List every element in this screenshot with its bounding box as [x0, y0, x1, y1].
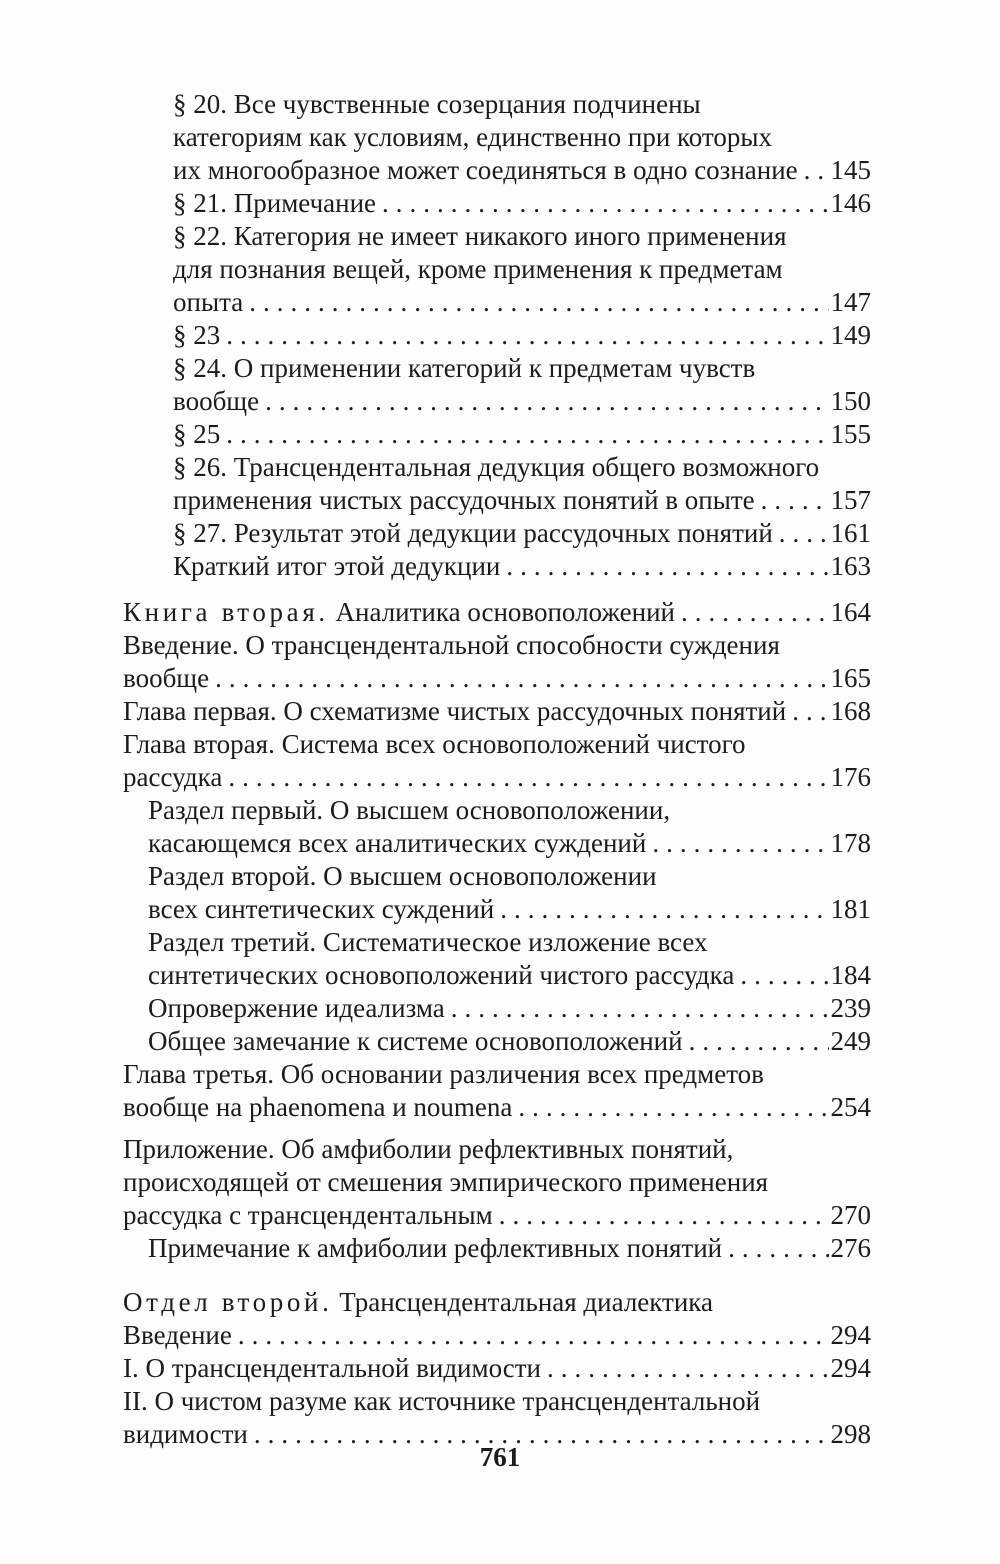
toc-entry-text: Раздел второй. О высшем основоположении	[148, 861, 657, 891]
toc-line	[123, 1058, 871, 1091]
toc-line	[123, 1025, 871, 1058]
toc-entry-text: опыта	[173, 287, 244, 317]
toc-line	[123, 319, 871, 352]
dot-leader	[675, 596, 828, 629]
page-number: 146	[830, 188, 871, 218]
page-number: 164	[830, 597, 871, 627]
dot-leader	[541, 1352, 829, 1385]
page-number: 145	[830, 155, 871, 185]
toc-line	[123, 1232, 871, 1265]
toc-entry-text: рассудка	[123, 762, 223, 792]
toc-line	[123, 794, 871, 827]
toc-line	[123, 1091, 871, 1124]
toc-entry-text: Раздел третий. Систематическое изложение всех	[148, 927, 708, 957]
toc-line	[123, 1166, 871, 1199]
toc-entry-text: Отдел второй. Трансцендентальная диалектика	[123, 1287, 713, 1317]
toc-line	[123, 1319, 871, 1352]
page-number: 276	[830, 1233, 871, 1263]
dot-leader	[722, 1232, 828, 1265]
toc-line	[123, 860, 871, 893]
page-number: 149	[830, 320, 871, 350]
toc-line	[123, 418, 871, 451]
folio-page-number: 761	[479, 1442, 521, 1472]
toc-entry-text: рассудка с трансцендентальным	[123, 1200, 493, 1230]
toc-line	[123, 893, 871, 926]
toc-entry-text: § 25	[173, 419, 221, 449]
dot-leader	[683, 1025, 829, 1058]
page-number: 176	[830, 762, 871, 792]
toc-entry-text: категориям как условиям, единственно при которых	[173, 122, 772, 152]
toc-entry-text: Глава вторая. Система всех основоположений чистого	[123, 729, 746, 759]
page-number: 184	[830, 960, 871, 990]
toc-entry-text: вообще	[173, 386, 260, 416]
dot-leader	[232, 1319, 829, 1352]
page-number: 294	[830, 1320, 871, 1350]
toc-line	[123, 926, 871, 959]
dot-leader	[445, 992, 829, 1025]
toc-entry-text: § 23	[173, 320, 221, 350]
dot-leader	[243, 286, 828, 319]
dot-leader	[500, 550, 828, 583]
toc-line	[123, 1199, 871, 1232]
toc-entry-lead: Отдел второй.	[123, 1287, 333, 1317]
page-number: 157	[830, 485, 871, 515]
dot-leader	[786, 695, 828, 728]
toc-line	[123, 286, 871, 319]
toc-entry-text: § 24. О применении категорий к предметам чувств	[173, 353, 756, 383]
page-number: 168	[830, 696, 871, 726]
toc-entry-text: I. О трансцендентальной видимости	[123, 1353, 541, 1383]
toc-entry-text: Приложение. Об амфиболии рефлективных понятий,	[123, 1134, 734, 1164]
toc-line	[123, 385, 871, 418]
toc-entry-text: Общее замечание к системе основоположений	[148, 1026, 683, 1056]
toc-line	[123, 959, 871, 992]
toc-entry-text: вообще на phaenomena и noumena	[123, 1092, 513, 1122]
toc-entry-text: их многообразное может соединяться в одно сознание	[173, 155, 798, 185]
dot-leader	[494, 893, 828, 926]
toc-line	[123, 88, 871, 121]
toc-entry-text: видимости	[123, 1419, 248, 1449]
toc-entry-text: II. О чистом разуме как источнике трансцендентальной	[123, 1386, 761, 1416]
page-number: 150	[830, 386, 871, 416]
toc-entry-text: касающемся всех аналитических суждений	[148, 828, 647, 858]
page-number: 298	[830, 1419, 871, 1449]
page-number: 165	[830, 663, 871, 693]
toc-line	[123, 1352, 871, 1385]
toc-line	[123, 220, 871, 253]
dot-leader	[646, 827, 828, 860]
page-number: 249	[830, 1026, 871, 1056]
toc-entry-text: § 27. Результат этой дедукции рассудочных понятий	[173, 518, 773, 548]
toc-line	[123, 154, 871, 187]
toc-line	[123, 761, 871, 794]
toc-entry-text: Примечание к амфиболии рефлективных понятий	[148, 1233, 723, 1263]
dot-leader	[755, 484, 829, 517]
toc-entry-text: Глава третья. Об основании различения всех предметов	[123, 1059, 764, 1089]
toc-entry-text: Краткий итог этой дедукции	[173, 551, 501, 581]
toc-entry-text: Книга вторая. Аналитика основоположений	[123, 597, 676, 627]
toc-entry-text: § 20. Все чувственные созерцания подчинены	[173, 89, 701, 119]
page-number: 270	[830, 1200, 871, 1230]
toc-line	[123, 517, 871, 550]
toc-line	[123, 1385, 871, 1418]
toc-entry-text: § 26. Трансцендентальная дедукция общего возможного	[173, 452, 820, 482]
toc-line	[123, 253, 871, 286]
toc-entry-text: Глава первая. О схематизме чистых рассудочных понятий	[123, 696, 787, 726]
toc-line	[123, 827, 871, 860]
toc-entry-text: Раздел первый. О высшем основоположении,	[148, 795, 671, 825]
toc-line	[123, 695, 871, 728]
toc-entry-text: § 22. Категория не имеет никакого иного применения	[173, 221, 787, 251]
toc-line	[123, 187, 871, 220]
toc-entry-text: § 21. Примечание	[173, 188, 377, 218]
page-number: 155	[830, 419, 871, 449]
toc-entry-text: всех синтетических суждений	[148, 894, 495, 924]
toc-line	[123, 728, 871, 761]
toc-line	[123, 451, 871, 484]
toc-line	[123, 992, 871, 1025]
toc-entry-text: Опровержение идеализма	[148, 993, 445, 1023]
dot-leader	[220, 319, 828, 352]
dot-leader	[209, 662, 828, 695]
toc-line	[123, 352, 871, 385]
toc-line	[123, 629, 871, 662]
toc-entry-text: Введение	[123, 1320, 232, 1350]
page-number: 254	[830, 1092, 871, 1122]
page-number: 294	[830, 1353, 871, 1383]
toc-line	[123, 550, 871, 583]
toc-line	[123, 596, 871, 629]
toc-entry-text: применения чистых рассудочных понятий в опыте	[173, 485, 755, 515]
toc-line	[123, 1286, 871, 1319]
toc-entry-lead: Книга вторая.	[123, 597, 329, 627]
dot-leader	[376, 187, 828, 220]
toc-entry-text: Введение. О трансцендентальной способности суждения	[123, 630, 780, 660]
dot-leader	[493, 1199, 829, 1232]
toc-line	[123, 1133, 871, 1166]
dot-leader	[259, 385, 828, 418]
toc-entry-text: вообще	[123, 663, 210, 693]
toc-entry-text: для познания вещей, кроме применения к предметам	[173, 254, 783, 284]
toc-line	[123, 484, 871, 517]
page-number: 147	[830, 287, 871, 317]
toc-line	[123, 662, 871, 695]
page-number: 178	[830, 828, 871, 858]
toc-content	[123, 88, 871, 1451]
dot-leader	[773, 517, 829, 550]
dot-leader	[798, 154, 829, 187]
page-number: 163	[830, 551, 871, 581]
dot-leader	[222, 761, 828, 794]
page-number: 181	[830, 894, 871, 924]
toc-entry-text: происходящей от смешения эмпирического применения	[123, 1167, 769, 1197]
toc-line	[123, 121, 871, 154]
dot-leader	[512, 1091, 828, 1124]
toc-entry-text: синтетических основоположений чистого рассудка	[148, 960, 735, 990]
dot-leader	[734, 959, 828, 992]
page-number: 239	[830, 993, 871, 1023]
page-number: 161	[830, 518, 871, 548]
dot-leader	[220, 418, 828, 451]
